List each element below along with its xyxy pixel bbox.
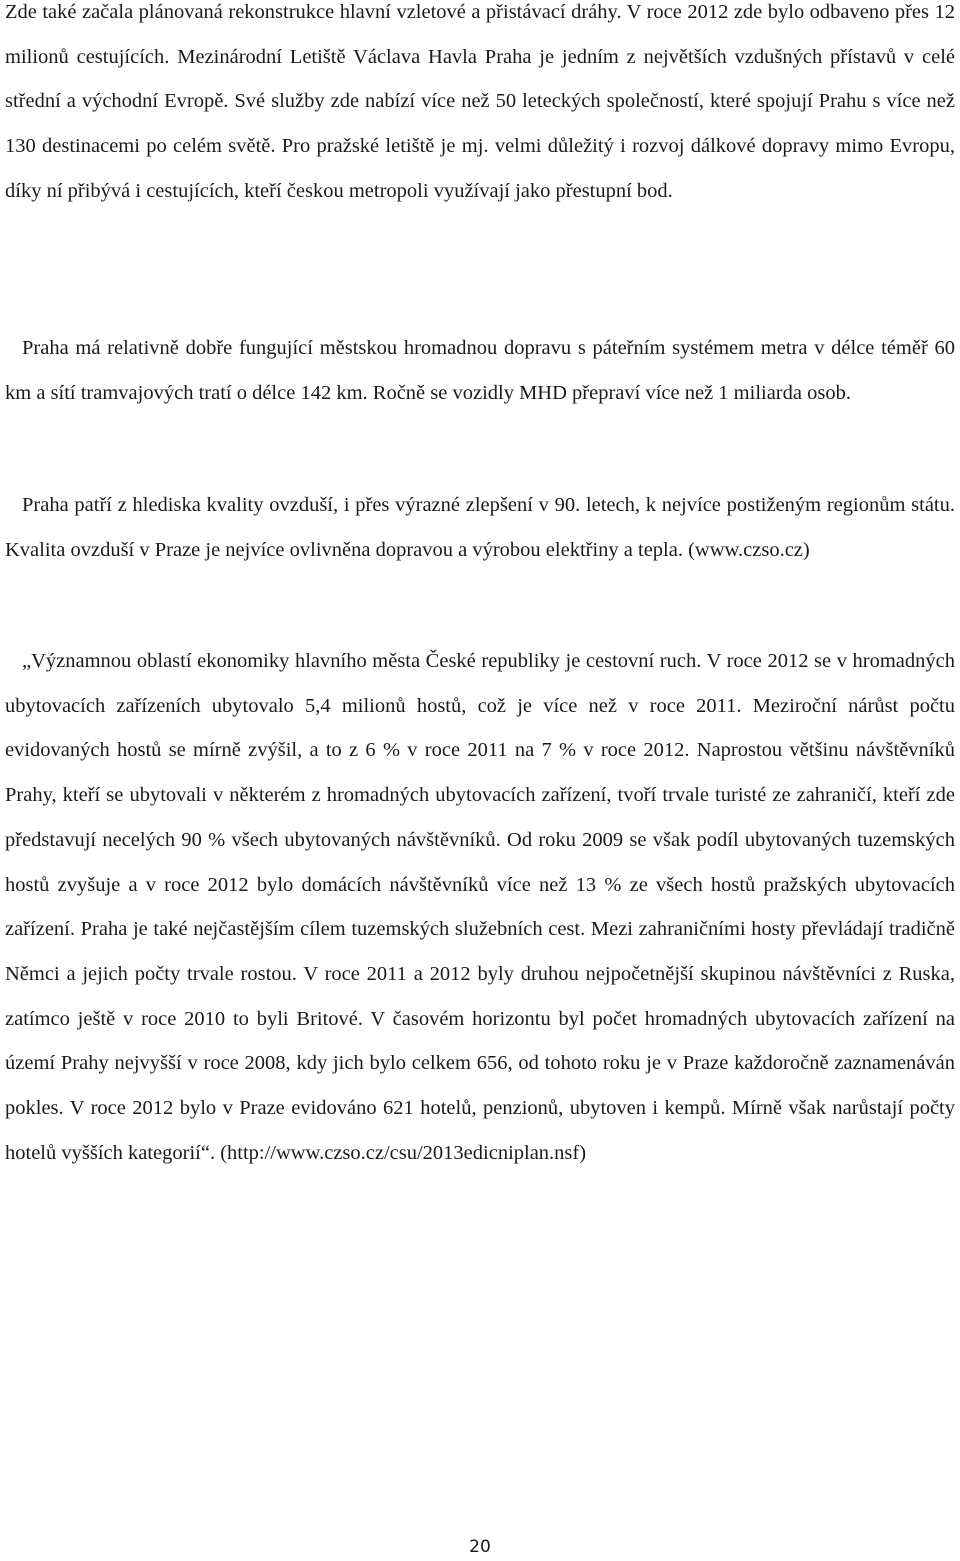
paragraph-airport: Zde také začala plánovaná rekonstrukce hlavní vzletové a přistávací dráhy. V roce 2012 zde bylo odbaveno přes 12 milionů cestujících. Mezinárodní Letiště Václava Havla Praha je jedním z největších vzdušných přístavů v celé střední a východní Evropě. Své služby zde nabízí více než 50 leteckých společností, které spojují Prahu s více než 130 destinacemi po celém světě. Pro pražské letiště je mj. velmi důležitý i rozvoj dálkové dopravy mimo Evropu, díky ní přibývá i cestujících, kteří českou metropoli využívají jako přestupní bod. bbox=[5, 1, 955, 202]
page-number: 20 bbox=[469, 1537, 491, 1557]
paragraph-air-quality: Praha patří z hlediska kvality ovzduší, i přes výrazné zlepšení v 90. letech, k nejvíce postiženým regionům státu. Kvalita ovzduší v Praze je nejvíce ovlivněna dopravou a výrobou elektřiny a tepla. (www.czso.cz) bbox=[5, 494, 955, 561]
paragraph-tourism-quote: „Významnou oblastí ekonomiky hlavního města České republiky je cestovní ruch. V roce 2012 se v hromadných ubytovacích zařízeních ubytovalo 5,4 milionů hostů, což je více než v roce 2011. Meziroční nárůst počtu evidovaných hostů se mírně zvýšil, a to z 6 % v roce 2011 na 7 % v roce 2012. Naprostou většinu návštěvníků Prahy, kteří se ubytovali v některém z hromadných ubytovacích zařízení, tvoří trvale turisté ze zahraničí, kteří zde představují necelých 90 % všech ubytovaných návštěvníků. Od roku 2009 se však podíl ubytovaných tuzemských hostů zvyšuje a v roce 2012 bylo domácích návštěvníků více než 13 % ze všech hostů pražských ubytovacích zařízení. Praha je také nejčastějším cílem tuzemských služebních cest. Mezi zahraničními hosty převládají tradičně Němci a jejich počty trvale rostou. V roce 2011 a 2012 byly druhou nejpočetnější skupinou návštěvníci z Ruska, zatímco ještě v roce 2010 to byli Britové. V časovém horizontu byl počet hromadných ubytovacích zařízení na území Prahy nejvyšší v roce 2008, kdy jich bylo celkem 656, od tohoto roku je v Praze každoročně zaznamenáván pokles. V roce 2012 bylo v Praze evidováno 621 hotelů, penzionů, ubytoven i kempů. Mírně však narůstají počty hotelů vyšších kategorií“. (http://www.czso.cz/csu/2013edicniplan.nsf) bbox=[5, 650, 955, 1164]
paragraph-public-transport: Praha má relativně dobře fungující městskou hromadnou dopravu s páteřním systémem metra v délce téměř 60 km a sítí tramvajových tratí o délce 142 km. Ročně se vozidly MHD přepraví více než 1 miliarda osob. bbox=[5, 337, 955, 404]
